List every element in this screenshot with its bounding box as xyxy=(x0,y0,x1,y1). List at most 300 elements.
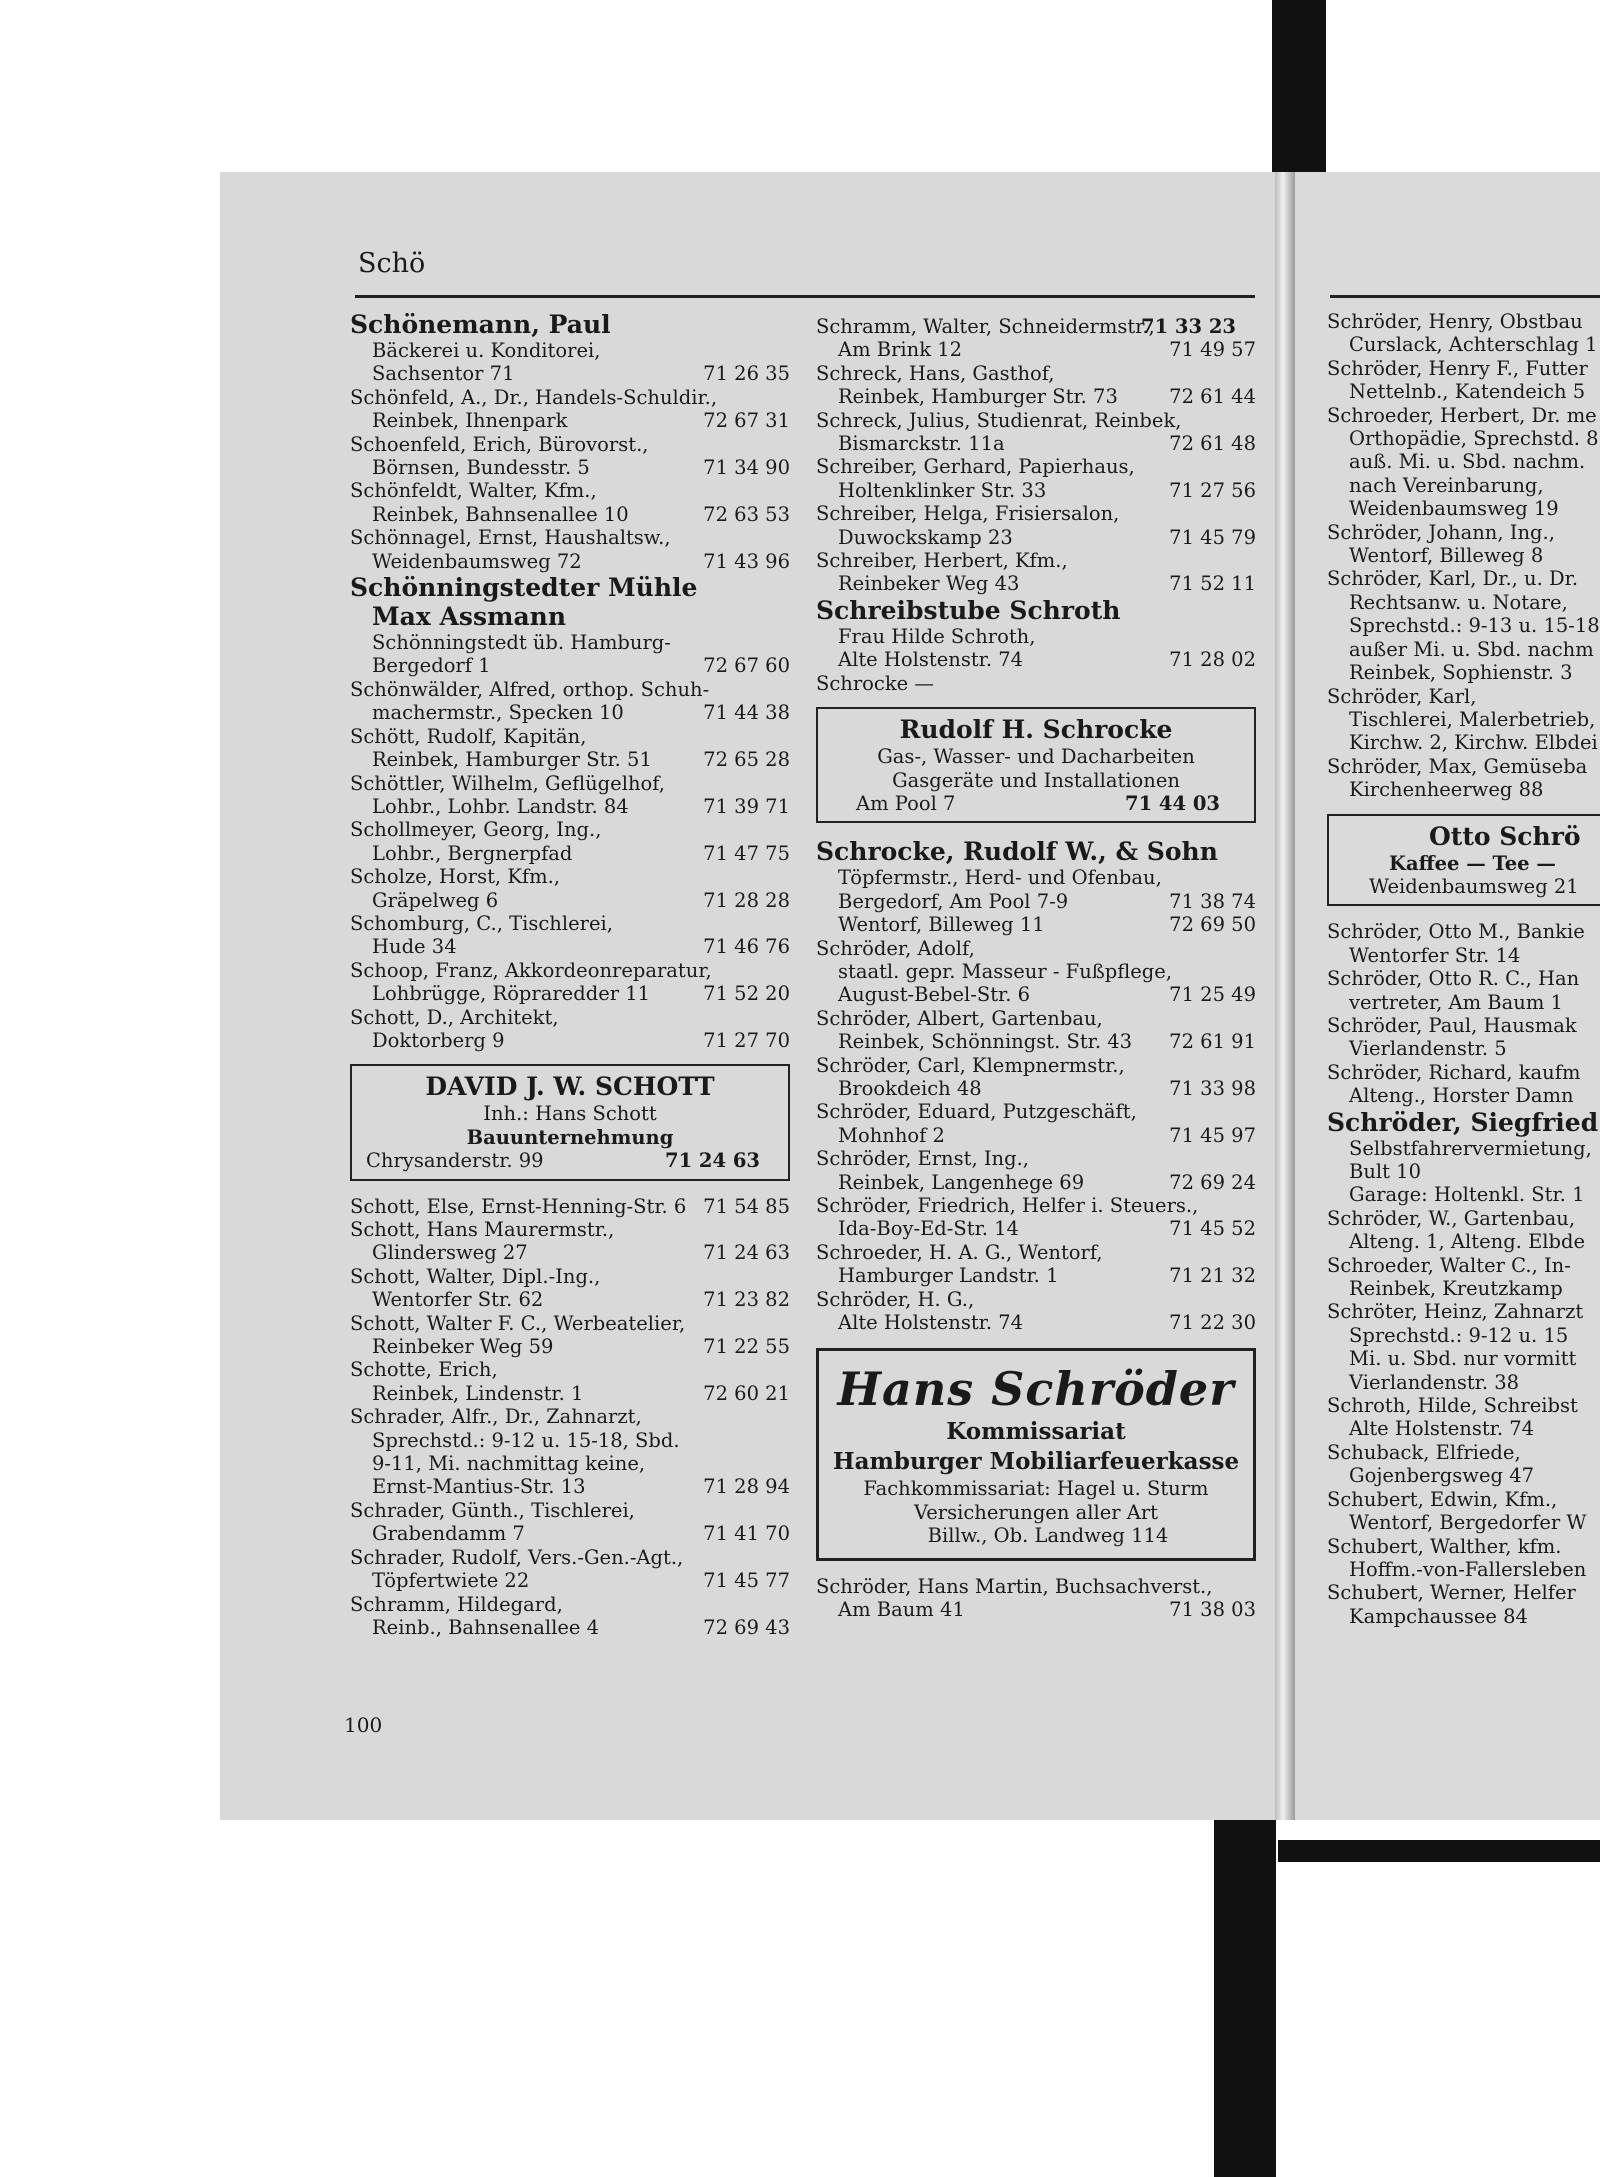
entry-detail-line xyxy=(1327,591,1600,614)
entry-name-line xyxy=(350,865,790,888)
directory-entry xyxy=(350,1546,790,1593)
entry-text: Duwockskamp 23 xyxy=(838,525,1013,549)
entry-name-line xyxy=(350,1358,790,1381)
entry-detail-line xyxy=(350,654,790,677)
entry-phone: 71 44 38 xyxy=(703,701,790,725)
entry-text: Schreiber, Helga, Frisiersalon, xyxy=(816,502,1120,526)
entry-phone: 71 39 71 xyxy=(703,794,790,818)
entry-text: Schött, Rudolf, Kapitän, xyxy=(350,724,587,748)
entry-text: 9-11, Mi. nachmittag keine, xyxy=(372,1452,646,1476)
entry-phone: 72 67 60 xyxy=(703,654,790,678)
advert-line: Gas-, Wasser- und Dacharbeiten xyxy=(877,745,1195,769)
entry-detail-line xyxy=(350,1475,790,1498)
entry-text: Reinbek, Langenhege 69 xyxy=(838,1170,1085,1194)
entry-phone: 71 22 55 xyxy=(703,1335,790,1359)
directory-entry xyxy=(1327,1014,1600,1061)
entry-group xyxy=(350,310,790,1052)
entry-text: Reinbek, Sophienstr. 3 xyxy=(1349,661,1573,685)
directory-entry xyxy=(1327,310,1600,357)
entry-text: Schroth, Hilde, Schreibst xyxy=(1327,1394,1578,1418)
entry-detail-line xyxy=(1327,1160,1600,1183)
entry-detail-line xyxy=(816,338,1256,361)
entry-text: Garage: Holtenkl. Str. 1 xyxy=(1349,1183,1585,1207)
entry-text: Schrader, Rudolf, Vers.-Gen.-Agt., xyxy=(350,1545,684,1569)
entry-text: Schotte, Erich, xyxy=(350,1358,498,1382)
entry-name-line xyxy=(1327,404,1600,427)
entry-group xyxy=(350,1195,790,1640)
directory-entry xyxy=(816,1575,1256,1622)
entry-name-line xyxy=(1327,310,1600,333)
entry-detail-line xyxy=(1327,1084,1600,1107)
entry-text: Schröder, Eduard, Putzgeschäft, xyxy=(816,1100,1137,1124)
entry-name-line xyxy=(816,1241,1256,1264)
advert-title: DAVID J. W. SCHOTT xyxy=(425,1072,715,1102)
entry-name-line xyxy=(1327,1394,1600,1417)
entry-detail-line xyxy=(350,1288,790,1311)
entry-text: Lohbrügge, Röpraredder 11 xyxy=(372,982,651,1006)
entry-name-line xyxy=(1327,967,1600,990)
entry-detail-line xyxy=(1327,497,1600,520)
entry-text: Sachsentor 71 xyxy=(372,362,515,386)
directory-column-1 xyxy=(350,310,790,1639)
entry-name-line xyxy=(350,1405,790,1428)
entry-detail-line xyxy=(350,1616,790,1639)
entry-detail-line xyxy=(816,1077,1256,1100)
directory-entry xyxy=(350,1006,790,1053)
entry-detail-line xyxy=(350,1382,790,1405)
advert-david-schott xyxy=(350,1064,790,1180)
entry-group xyxy=(816,1575,1256,1622)
directory-entry xyxy=(350,1358,790,1405)
entry-text: Bergedorf 1 xyxy=(372,654,491,678)
entry-detail-line xyxy=(816,385,1256,408)
entry-text: Vierlandenstr. 5 xyxy=(1349,1037,1507,1061)
directory-column-2 xyxy=(816,315,1256,1621)
entry-phone: 71 28 02 xyxy=(1169,648,1256,672)
entry-text: Orthopädie, Sprechstd. 8 xyxy=(1349,427,1599,451)
entry-detail-line xyxy=(816,913,1256,936)
entry-text: Kirchw. 2, Kirchw. Elbdei xyxy=(1349,731,1598,755)
advert-otto-schroeder xyxy=(1327,814,1600,907)
entry-text: Sprechstd.: 9-13 u. 15-18 xyxy=(1349,614,1600,638)
entry-text: Scholze, Horst, Kfm., xyxy=(350,865,561,889)
entry-name-line xyxy=(350,1499,790,1522)
entry-detail-line xyxy=(1327,1371,1600,1394)
entry-phone: 71 49 57 xyxy=(1169,338,1256,362)
advert-address: Billw., Ob. Landweg 114 xyxy=(927,1524,1169,1548)
entry-phone: 72 67 31 xyxy=(703,409,790,433)
advert-title: Rudolf H. Schrocke xyxy=(899,715,1173,745)
directory-entry xyxy=(1327,920,1600,967)
entry-detail-line xyxy=(350,409,790,432)
entry-text: Schott, Hans Maurermstr., xyxy=(350,1218,615,1241)
advert-line: Gasgeräte und Installationen xyxy=(892,768,1180,792)
entry-text: staatl. gepr. Masseur - Fußpflege, xyxy=(838,959,1173,983)
entry-detail-line xyxy=(1327,1183,1600,1206)
entry-name-line xyxy=(1327,1581,1600,1604)
directory-entry xyxy=(816,1054,1256,1101)
directory-entry xyxy=(1327,1441,1600,1488)
entry-text: Schönnagel, Ernst, Haushaltsw., xyxy=(350,526,671,550)
entry-name-line xyxy=(1327,685,1600,708)
entry-text: Gräpelweg 6 xyxy=(372,888,499,912)
directory-entry xyxy=(350,1593,790,1640)
entry-detail-line xyxy=(350,701,790,724)
entry-group xyxy=(1327,310,1600,802)
entry-text: Nettelnb., Katendeich 5 xyxy=(1349,380,1586,404)
entry-text: Schollmeyer, Georg, Ing., xyxy=(350,818,602,842)
entry-detail-line xyxy=(1327,1558,1600,1581)
entry-name-line xyxy=(350,818,790,841)
entry-phone: 71 27 56 xyxy=(1169,478,1256,502)
entry-phone: 72 63 53 xyxy=(703,502,790,526)
entry-text: Schöttler, Wilhelm, Geflügelhof, xyxy=(350,771,665,795)
entry-text: Schröder, Johann, Ing., xyxy=(1327,520,1555,544)
advert-address-line xyxy=(366,1149,774,1172)
entry-text: Schönningstedter Mühle xyxy=(350,573,698,603)
entry-detail-line xyxy=(1327,731,1600,754)
entry-detail-line xyxy=(816,1171,1256,1194)
entry-detail-line xyxy=(1327,1277,1600,1300)
entry-text: Reinbek, Kreutzkamp xyxy=(1349,1277,1563,1301)
entry-detail-line xyxy=(816,960,1256,983)
entry-phone: 71 21 32 xyxy=(1169,1264,1256,1288)
directory-entry xyxy=(816,1241,1256,1288)
entry-text: nach Vereinbarung, xyxy=(1349,473,1544,497)
directory-entry xyxy=(350,772,790,819)
entry-name-line xyxy=(1327,755,1600,778)
entry-phone: 71 45 77 xyxy=(703,1569,790,1593)
entry-detail-line xyxy=(1327,661,1600,684)
entry-text: Töpfermstr., Herd- und Ofenbau, xyxy=(838,866,1162,890)
entry-text: machermstr., Specken 10 xyxy=(372,701,624,725)
entry-text: Hamburger Landstr. 1 xyxy=(838,1264,1059,1288)
directory-entry xyxy=(1327,1581,1600,1628)
entry-text: Schuback, Elfriede, xyxy=(1327,1440,1521,1464)
entry-text: Schröder, Siegfried xyxy=(1327,1107,1599,1137)
entry-detail-line xyxy=(1327,1037,1600,1060)
entry-text: Lohbr., Bergnerpfad xyxy=(372,841,573,865)
entry-text: Schoenfeld, Erich, Bürovorst., xyxy=(350,432,649,456)
entry-detail-line xyxy=(1327,1511,1600,1534)
entry-text: Reinbek, Ihnenpark xyxy=(372,409,568,433)
entry-text: Reinbeker Weg 43 xyxy=(838,572,1020,596)
entry-text: Lohbr., Lohbr. Landstr. 84 xyxy=(372,794,629,818)
entry-detail-line xyxy=(1327,638,1600,661)
directory-entry xyxy=(816,1100,1256,1147)
entry-name-line xyxy=(350,1006,790,1029)
entry-phone: 71 45 97 xyxy=(1169,1123,1256,1147)
entry-text: Vierlandenstr. 38 xyxy=(1349,1370,1520,1394)
advert-line: Versicherungen aller Art xyxy=(913,1500,1159,1524)
directory-entry xyxy=(816,549,1256,596)
entry-text: Schröder, Otto R. C., Han xyxy=(1327,967,1580,991)
entry-text: Holtenklinker Str. 33 xyxy=(838,478,1047,502)
entry-name-line xyxy=(350,433,790,456)
entry-name-line xyxy=(1327,1061,1600,1084)
directory-entry xyxy=(816,937,1256,1007)
directory-entry xyxy=(350,912,790,959)
book-spine-shadow-top xyxy=(1272,0,1326,172)
entry-name-line xyxy=(816,1575,1256,1598)
entry-detail-line xyxy=(350,1429,790,1452)
entry-detail-line xyxy=(816,1598,1256,1621)
advert-phone: 71 44 03 xyxy=(1125,791,1220,815)
book-spine-shadow-bottom xyxy=(1214,1820,1276,2177)
entry-text: Wentorf, Billeweg 8 xyxy=(1349,544,1544,568)
entry-name-line xyxy=(1327,1441,1600,1464)
directory-entry xyxy=(816,409,1256,456)
entry-text: Töpfertwiete 22 xyxy=(372,1569,530,1593)
entry-phone: 71 33 98 xyxy=(1169,1076,1256,1100)
entry-text: Reinbek, Bahnsenallee 10 xyxy=(372,502,629,526)
advert-phone: 71 24 63 xyxy=(665,1149,760,1173)
advert-title: Hans Schröder xyxy=(837,1362,1235,1417)
entry-detail-line xyxy=(816,432,1256,455)
entry-detail-line xyxy=(350,842,790,865)
entry-text: Schröder, Hans Martin, Buchsachverst., xyxy=(816,1574,1213,1598)
entry-text: Schröder, Henry F., Futter xyxy=(1327,356,1588,380)
entry-phone: 71 25 49 xyxy=(1169,983,1256,1007)
entry-detail-line xyxy=(350,631,790,654)
directory-entry xyxy=(1327,1488,1600,1535)
entry-name-line xyxy=(816,837,1256,866)
advert-address: Chrysanderstr. 99 xyxy=(366,1149,544,1173)
directory-entry xyxy=(350,1265,790,1312)
entry-text: Schröder, Paul, Hausmak xyxy=(1327,1013,1577,1037)
entry-name-line xyxy=(816,1007,1256,1030)
entry-text: Reinbek, Hamburger Str. 73 xyxy=(838,385,1118,409)
directory-entry xyxy=(816,362,1256,409)
directory-entry xyxy=(816,1288,1256,1335)
advert-title: Otto Schrö xyxy=(1429,821,1581,851)
entry-name-line xyxy=(350,725,790,748)
entry-text: Schroeder, Herbert, Dr. me xyxy=(1327,403,1597,427)
entry-name-line xyxy=(350,1312,790,1335)
entry-detail-line xyxy=(1327,1137,1600,1160)
entry-name-line xyxy=(816,596,1256,625)
entry-name-line xyxy=(1327,1535,1600,1558)
entry-text: Börnsen, Bundesstr. 5 xyxy=(372,456,590,480)
entry-text: Bäckerei u. Konditorei, xyxy=(372,339,601,362)
entry-name-line xyxy=(1327,1254,1600,1277)
directory-entry xyxy=(350,865,790,912)
entry-phone: 71 24 63 xyxy=(703,1241,790,1265)
directory-entry xyxy=(1327,1061,1600,1108)
entry-text: Schott, D., Architekt, xyxy=(350,1005,559,1029)
advert-phone: 71 33 23 xyxy=(1141,315,1236,338)
entry-text: Glindersweg 27 xyxy=(372,1241,528,1265)
entry-detail-line xyxy=(1327,614,1600,637)
entry-phone: 71 28 28 xyxy=(703,888,790,912)
entry-phone: 71 34 90 xyxy=(703,456,790,480)
directory-entry xyxy=(350,1405,790,1499)
entry-name-line xyxy=(1327,1300,1600,1323)
entry-detail-line xyxy=(816,1264,1256,1287)
entry-text: Reinbek, Lindenstr. 1 xyxy=(372,1381,584,1405)
entry-detail-line xyxy=(1327,474,1600,497)
entry-text: Kampchaussee 84 xyxy=(1349,1604,1528,1628)
entry-text: Reinbeker Weg 59 xyxy=(372,1335,554,1359)
entry-text: Schomburg, C., Tischlerei, xyxy=(350,911,613,935)
entry-name-line xyxy=(350,479,790,502)
entry-phone: 71 27 70 xyxy=(703,1028,790,1052)
advert-rudolf-schrocke xyxy=(816,707,1256,823)
advert-line: Bauunternehmung xyxy=(466,1125,674,1149)
entry-name-line xyxy=(1327,567,1600,590)
entry-name-line xyxy=(816,1100,1256,1123)
entry-text: Reinbek, Schönningst. Str. 43 xyxy=(838,1030,1133,1054)
entry-text: Alte Holstenstr. 74 xyxy=(838,648,1024,672)
entry-phone: 71 41 70 xyxy=(703,1522,790,1546)
entry-text: Wentorfer Str. 62 xyxy=(372,1288,544,1312)
entry-detail-line xyxy=(350,889,790,912)
entry-detail-line xyxy=(350,602,790,631)
entry-detail-line xyxy=(1327,544,1600,567)
entry-name-line xyxy=(816,937,1256,960)
entry-phone: 71 26 35 xyxy=(703,362,790,386)
entry-name-line xyxy=(1327,1207,1600,1230)
directory-entry xyxy=(816,455,1256,502)
entry-detail-line xyxy=(816,866,1256,889)
directory-entry xyxy=(1327,1394,1600,1441)
directory-entry xyxy=(350,310,790,386)
entry-text: Hude 34 xyxy=(372,935,457,959)
entry-text: auß. Mi. u. Sbd. nachm. xyxy=(1349,450,1586,474)
entry-name-line xyxy=(350,1265,790,1288)
entry-text: Schröder, H. G., xyxy=(816,1287,975,1311)
entry-text: Frau Hilde Schroth, xyxy=(838,624,1036,648)
entry-phone: 71 52 11 xyxy=(1169,572,1256,596)
directory-entry xyxy=(1327,1300,1600,1394)
directory-entry xyxy=(816,837,1256,936)
entry-text: Bergedorf, Am Pool 7-9 xyxy=(838,889,1069,913)
entry-name-line xyxy=(1327,1108,1600,1137)
directory-entry xyxy=(1327,521,1600,568)
directory-column-3 xyxy=(1327,310,1600,1628)
entry-text: Alteng. 1, Alteng. Elbde xyxy=(1349,1230,1586,1254)
entry-text: Schönfeldt, Walter, Kfm., xyxy=(350,479,597,503)
entry-name-line xyxy=(816,1194,1256,1217)
entry-detail-line xyxy=(816,1311,1256,1334)
entry-text: Schröder, W., Gartenbau, xyxy=(1327,1206,1576,1230)
entry-name-line xyxy=(350,573,790,602)
entry-text: Schröder, Karl, Dr., u. Dr. xyxy=(1327,567,1579,591)
directory-entry xyxy=(350,1218,790,1265)
directory-entry xyxy=(816,502,1256,549)
entry-detail-line xyxy=(816,1217,1256,1240)
advert-address-line xyxy=(832,792,1240,815)
entry-text: Schott, Else, Ernst-Henning-Str. 6 xyxy=(350,1194,687,1218)
entry-phone: 71 47 75 xyxy=(703,841,790,865)
directory-entry xyxy=(1327,755,1600,802)
entry-detail-line xyxy=(1327,1347,1600,1370)
entry-text: Ida-Boy-Ed-Str. 14 xyxy=(838,1217,1019,1241)
directory-entry xyxy=(816,1194,1256,1241)
entry-text: Alte Holstenstr. 74 xyxy=(838,1311,1024,1335)
entry-text: Ernst-Mantius-Str. 13 xyxy=(372,1475,586,1499)
entry-text: Schramm, Hildegard, xyxy=(350,1592,563,1616)
entry-text: Alte Holstenstr. 74 xyxy=(1349,1417,1535,1441)
entry-text: Gojenbergsweg 47 xyxy=(1349,1464,1535,1488)
entry-group xyxy=(1327,920,1600,1628)
advert-line: Weidenbaumsweg 21 xyxy=(1369,874,1579,898)
directory-entry xyxy=(1327,967,1600,1014)
directory-entry xyxy=(1327,1254,1600,1301)
directory-entry xyxy=(1327,685,1600,755)
entry-phone: 71 22 30 xyxy=(1169,1311,1256,1335)
entry-detail-line xyxy=(816,572,1256,595)
entry-detail-line xyxy=(350,456,790,479)
entry-text: Schröder, Max, Gemüseba xyxy=(1327,754,1588,778)
entry-name-line xyxy=(816,549,1256,572)
entry-phone: 71 52 20 xyxy=(703,982,790,1006)
entry-text: Schröder, Otto M., Bankie xyxy=(1327,920,1585,944)
entry-text: Schröder, Henry, Obstbau xyxy=(1327,310,1583,333)
entry-text: Schönwälder, Alfred, orthop. Schuh- xyxy=(350,677,710,701)
directory-entry xyxy=(1327,1535,1600,1582)
entry-text: Grabendamm 7 xyxy=(372,1522,525,1546)
entry-name-line xyxy=(350,1593,790,1616)
advert-line: Inh.: Hans Schott xyxy=(483,1102,657,1126)
entry-detail-line xyxy=(1327,427,1600,450)
entry-detail-line xyxy=(1327,991,1600,1014)
entry-phone: 72 69 50 xyxy=(1169,913,1256,937)
entry-name-line xyxy=(350,959,790,982)
entry-phone: 71 43 96 xyxy=(703,549,790,573)
entry-text: Weidenbaumsweg 19 xyxy=(1349,497,1559,521)
entry-name-line xyxy=(350,1195,790,1218)
entry-name-line xyxy=(1327,357,1600,380)
entry-text: Max Assmann xyxy=(372,602,567,632)
entry-name-line xyxy=(350,310,790,339)
entry-text: Am Brink 12 xyxy=(838,338,963,362)
entry-text: Schröder, Carl, Klempnermstr., xyxy=(816,1053,1125,1077)
entry-name-line xyxy=(350,678,790,701)
entry-name-line xyxy=(350,1546,790,1569)
entry-group xyxy=(816,315,1256,695)
entry-name-line xyxy=(816,672,1256,695)
directory-entry xyxy=(350,818,790,865)
entry-text: Reinbek, Hamburger Str. 51 xyxy=(372,748,652,772)
entry-detail-line xyxy=(816,526,1256,549)
entry-text: Schroeder, H. A. G., Wentorf, xyxy=(816,1240,1103,1264)
entry-text: Kirchenheerweg 88 xyxy=(1349,778,1544,802)
entry-name-line xyxy=(350,1218,790,1241)
entry-phone: 71 46 76 xyxy=(703,935,790,959)
entry-text: außer Mi. u. Sbd. nachm xyxy=(1349,637,1594,661)
entry-name-line xyxy=(816,455,1256,478)
entry-text: Sprechstd.: 9-12 u. 15 xyxy=(1349,1323,1569,1347)
entry-text: Selbstfahrervermietung, xyxy=(1349,1136,1592,1160)
entry-detail-line xyxy=(1327,450,1600,473)
entry-phone: 71 38 03 xyxy=(1169,1598,1256,1622)
directory-entry xyxy=(350,526,790,573)
entry-text: August-Bebel-Str. 6 xyxy=(838,983,1031,1007)
entry-text: Schröter, Heinz, Zahnarzt xyxy=(1327,1300,1584,1324)
entry-detail-line xyxy=(350,1335,790,1358)
entry-text: Schubert, Edwin, Kfm., xyxy=(1327,1487,1558,1511)
header-rule xyxy=(355,295,1255,298)
entry-detail-line xyxy=(350,748,790,771)
entry-detail-line xyxy=(816,1124,1256,1147)
directory-entry xyxy=(1327,1108,1600,1207)
entry-detail-line xyxy=(350,1241,790,1264)
header-rule-right-page xyxy=(1330,295,1600,298)
entry-text: Schreiber, Gerhard, Papierhaus, xyxy=(816,455,1135,479)
directory-entry xyxy=(350,479,790,526)
advert-line: Kommissariat xyxy=(946,1418,1126,1446)
